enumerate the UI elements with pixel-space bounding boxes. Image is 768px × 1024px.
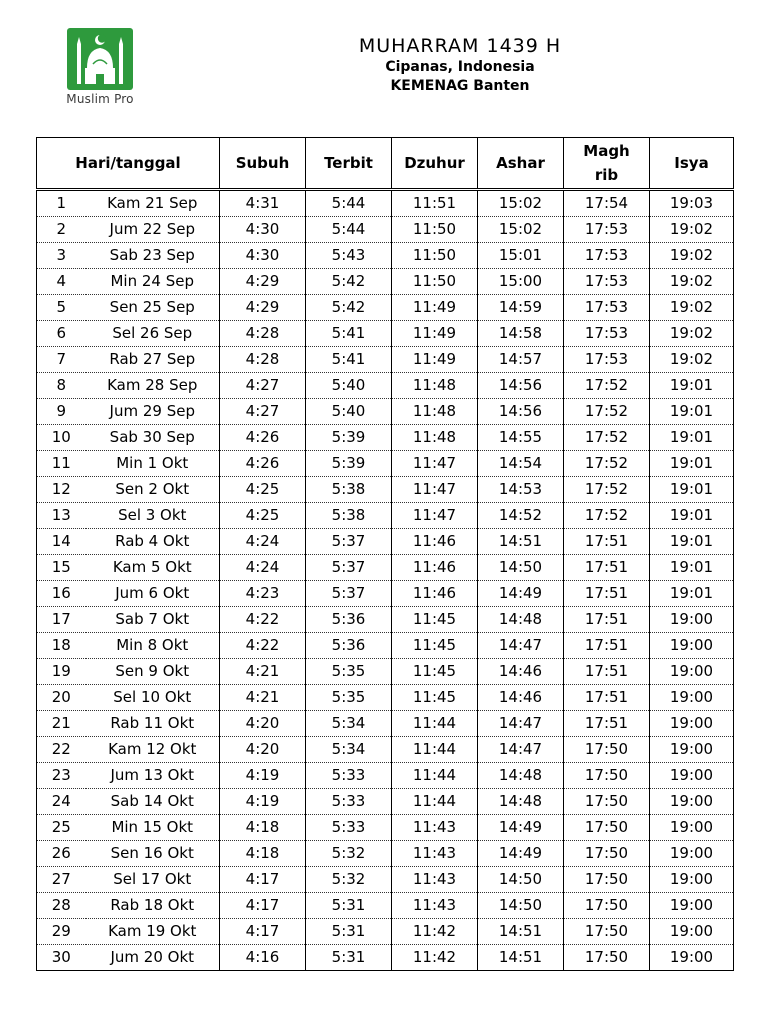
time-cell: 5:36 [306, 633, 392, 659]
time-cell: 14:50 [478, 893, 564, 919]
time-cell: 17:53 [564, 269, 650, 295]
time-cell: 5:39 [306, 451, 392, 477]
time-cell: 19:01 [650, 581, 734, 607]
table-row [37, 945, 734, 971]
time-cell: 19:01 [650, 451, 734, 477]
table-row [37, 711, 734, 737]
time-cell: 14:53 [478, 477, 564, 503]
time-cell: 15:00 [478, 269, 564, 295]
time-cell: 5:33 [306, 815, 392, 841]
time-cell: 11:43 [392, 867, 478, 893]
time-cell: 19:01 [650, 425, 734, 451]
time-cell: 14:56 [478, 373, 564, 399]
table-header-row [37, 138, 734, 190]
time-cell: 4:30 [220, 217, 306, 243]
time-cell: 19:02 [650, 217, 734, 243]
table-row [37, 919, 734, 945]
time-cell: 14:48 [478, 607, 564, 633]
time-cell: 4:24 [220, 555, 306, 581]
time-cell: 14:59 [478, 295, 564, 321]
time-cell: 14:56 [478, 399, 564, 425]
time-cell: 5:42 [306, 295, 392, 321]
date-cell: Sab 30 Sep [86, 425, 220, 451]
time-cell: 11:46 [392, 555, 478, 581]
date-cell: Kam 12 Okt [86, 737, 220, 763]
time-cell: 5:34 [306, 737, 392, 763]
row-number: 21 [37, 711, 86, 737]
date-cell: Sel 26 Sep [86, 321, 220, 347]
time-cell: 4:26 [220, 451, 306, 477]
time-cell: 17:52 [564, 425, 650, 451]
time-cell: 14:50 [478, 867, 564, 893]
table-row [37, 529, 734, 555]
row-number: 14 [37, 529, 86, 555]
time-cell: 11:45 [392, 607, 478, 633]
row-number: 6 [37, 321, 86, 347]
date-cell: Min 1 Okt [86, 451, 220, 477]
time-cell: 4:19 [220, 789, 306, 815]
table-row [37, 373, 734, 399]
time-cell: 5:38 [306, 503, 392, 529]
time-cell: 5:36 [306, 607, 392, 633]
time-cell: 15:02 [478, 190, 564, 217]
time-cell: 19:01 [650, 555, 734, 581]
authority-text: KEMENAG Banten [390, 78, 530, 94]
table-body [37, 190, 734, 971]
time-cell: 17:50 [564, 737, 650, 763]
date-cell: Kam 19 Okt [86, 919, 220, 945]
time-cell: 17:52 [564, 399, 650, 425]
time-cell: 4:27 [220, 399, 306, 425]
time-cell: 5:39 [306, 425, 392, 451]
time-cell: 4:17 [220, 919, 306, 945]
time-cell: 14:48 [478, 763, 564, 789]
date-cell: Rab 11 Okt [86, 711, 220, 737]
logo-text: Muslim Pro [66, 92, 134, 106]
date-cell: Sen 16 Okt [86, 841, 220, 867]
time-cell: 4:21 [220, 659, 306, 685]
date-cell: Min 24 Sep [86, 269, 220, 295]
time-cell: 11:44 [392, 711, 478, 737]
time-cell: 14:49 [478, 841, 564, 867]
time-cell: 5:31 [306, 919, 392, 945]
table-row [37, 295, 734, 321]
row-number: 22 [37, 737, 86, 763]
time-cell: 5:31 [306, 893, 392, 919]
time-cell: 14:49 [478, 815, 564, 841]
table-row [37, 477, 734, 503]
time-cell: 11:47 [392, 451, 478, 477]
time-cell: 4:23 [220, 581, 306, 607]
time-cell: 11:51 [392, 190, 478, 217]
time-cell: 17:53 [564, 347, 650, 373]
date-cell: Sab 14 Okt [86, 789, 220, 815]
time-cell: 19:00 [650, 815, 734, 841]
time-cell: 5:40 [306, 399, 392, 425]
table-row [37, 763, 734, 789]
row-number: 26 [37, 841, 86, 867]
row-number: 12 [37, 477, 86, 503]
table-row [37, 503, 734, 529]
table-row [37, 425, 734, 451]
date-cell: Sel 3 Okt [86, 503, 220, 529]
time-cell: 19:02 [650, 347, 734, 373]
time-cell: 19:00 [650, 711, 734, 737]
table-row [37, 893, 734, 919]
time-cell: 11:49 [392, 295, 478, 321]
time-cell: 11:43 [392, 893, 478, 919]
date-cell: Min 15 Okt [86, 815, 220, 841]
date-cell: Jum 20 Okt [86, 945, 220, 971]
time-cell: 11:48 [392, 399, 478, 425]
time-cell: 17:51 [564, 711, 650, 737]
time-cell: 11:47 [392, 477, 478, 503]
time-cell: 19:01 [650, 399, 734, 425]
date-cell: Sen 25 Sep [86, 295, 220, 321]
time-cell: 17:52 [564, 451, 650, 477]
table-row [37, 190, 734, 217]
column-header: Hari/tanggal [37, 138, 220, 190]
time-cell: 14:51 [478, 945, 564, 971]
time-cell: 4:27 [220, 373, 306, 399]
time-cell: 14:54 [478, 451, 564, 477]
date-cell: Sen 2 Okt [86, 477, 220, 503]
time-cell: 4:28 [220, 321, 306, 347]
row-number: 5 [37, 295, 86, 321]
time-cell: 14:46 [478, 659, 564, 685]
table-row [37, 581, 734, 607]
time-cell: 11:50 [392, 269, 478, 295]
location-text: Cipanas, Indonesia [385, 59, 535, 75]
row-number: 13 [37, 503, 86, 529]
date-cell: Sel 17 Okt [86, 867, 220, 893]
column-header: Dzuhur [392, 138, 478, 190]
time-cell: 17:51 [564, 555, 650, 581]
time-cell: 19:01 [650, 477, 734, 503]
time-cell: 4:30 [220, 243, 306, 269]
time-cell: 4:29 [220, 269, 306, 295]
time-cell: 19:00 [650, 919, 734, 945]
time-cell: 11:48 [392, 425, 478, 451]
row-number: 27 [37, 867, 86, 893]
time-cell: 11:43 [392, 815, 478, 841]
time-cell: 19:00 [650, 763, 734, 789]
time-cell: 19:02 [650, 321, 734, 347]
table-row [37, 815, 734, 841]
table-row [37, 243, 734, 269]
time-cell: 11:45 [392, 659, 478, 685]
row-number: 2 [37, 217, 86, 243]
time-cell: 14:51 [478, 529, 564, 555]
time-cell: 19:00 [650, 737, 734, 763]
row-number: 18 [37, 633, 86, 659]
time-cell: 11:44 [392, 737, 478, 763]
table-row [37, 659, 734, 685]
time-cell: 19:03 [650, 190, 734, 217]
date-cell: Rab 4 Okt [86, 529, 220, 555]
time-cell: 4:18 [220, 815, 306, 841]
time-cell: 17:53 [564, 217, 650, 243]
column-header: Maghrib [564, 138, 650, 190]
date-cell: Kam 5 Okt [86, 555, 220, 581]
time-cell: 5:35 [306, 659, 392, 685]
column-header: Isya [650, 138, 734, 190]
time-cell: 4:22 [220, 633, 306, 659]
time-cell: 17:50 [564, 763, 650, 789]
time-cell: 19:01 [650, 529, 734, 555]
time-cell: 19:00 [650, 685, 734, 711]
time-cell: 14:46 [478, 685, 564, 711]
time-cell: 14:58 [478, 321, 564, 347]
row-number: 17 [37, 607, 86, 633]
time-cell: 19:00 [650, 789, 734, 815]
time-cell: 11:47 [392, 503, 478, 529]
row-number: 10 [37, 425, 86, 451]
page-header [200, 34, 720, 96]
row-number: 30 [37, 945, 86, 971]
time-cell: 17:52 [564, 503, 650, 529]
time-cell: 5:33 [306, 763, 392, 789]
time-cell: 17:50 [564, 945, 650, 971]
time-cell: 11:44 [392, 763, 478, 789]
time-cell: 17:51 [564, 607, 650, 633]
time-cell: 11:44 [392, 789, 478, 815]
time-cell: 17:50 [564, 841, 650, 867]
time-cell: 4:22 [220, 607, 306, 633]
table-row [37, 555, 734, 581]
time-cell: 5:37 [306, 581, 392, 607]
column-header: Subuh [220, 138, 306, 190]
time-cell: 14:47 [478, 737, 564, 763]
time-cell: 11:45 [392, 633, 478, 659]
time-cell: 14:51 [478, 919, 564, 945]
time-cell: 11:50 [392, 217, 478, 243]
table-row [37, 633, 734, 659]
time-cell: 17:51 [564, 529, 650, 555]
time-cell: 5:35 [306, 685, 392, 711]
mosque-icon [67, 28, 133, 90]
time-cell: 4:24 [220, 529, 306, 555]
time-cell: 4:19 [220, 763, 306, 789]
time-cell: 14:50 [478, 555, 564, 581]
time-cell: 4:31 [220, 190, 306, 217]
page-title: MUHARRAM 1439 H [358, 35, 562, 57]
date-cell: Kam 28 Sep [86, 373, 220, 399]
time-cell: 14:52 [478, 503, 564, 529]
time-cell: 17:50 [564, 893, 650, 919]
time-cell: 19:00 [650, 659, 734, 685]
time-cell: 5:42 [306, 269, 392, 295]
time-cell: 11:42 [392, 945, 478, 971]
row-number: 16 [37, 581, 86, 607]
row-number: 23 [37, 763, 86, 789]
table-row [37, 685, 734, 711]
time-cell: 19:02 [650, 243, 734, 269]
time-cell: 17:53 [564, 321, 650, 347]
time-cell: 19:00 [650, 841, 734, 867]
date-cell: Jum 29 Sep [86, 399, 220, 425]
time-cell: 5:37 [306, 529, 392, 555]
time-cell: 15:02 [478, 217, 564, 243]
row-number: 7 [37, 347, 86, 373]
time-cell: 19:00 [650, 945, 734, 971]
row-number: 28 [37, 893, 86, 919]
time-cell: 14:49 [478, 581, 564, 607]
prayer-schedule-table [36, 137, 734, 971]
time-cell: 17:51 [564, 685, 650, 711]
time-cell: 17:51 [564, 581, 650, 607]
date-cell: Min 8 Okt [86, 633, 220, 659]
time-cell: 4:16 [220, 945, 306, 971]
time-cell: 4:17 [220, 893, 306, 919]
time-cell: 19:00 [650, 607, 734, 633]
row-number: 15 [37, 555, 86, 581]
time-cell: 17:52 [564, 477, 650, 503]
time-cell: 14:57 [478, 347, 564, 373]
row-number: 9 [37, 399, 86, 425]
time-cell: 11:49 [392, 321, 478, 347]
time-cell: 5:31 [306, 945, 392, 971]
date-cell: Jum 13 Okt [86, 763, 220, 789]
time-cell: 17:51 [564, 659, 650, 685]
time-cell: 4:18 [220, 841, 306, 867]
time-cell: 14:48 [478, 789, 564, 815]
time-cell: 14:47 [478, 711, 564, 737]
time-cell: 11:49 [392, 347, 478, 373]
time-cell: 4:25 [220, 503, 306, 529]
row-number: 29 [37, 919, 86, 945]
time-cell: 17:50 [564, 815, 650, 841]
date-cell: Kam 21 Sep [86, 190, 220, 217]
date-cell: Jum 6 Okt [86, 581, 220, 607]
time-cell: 5:40 [306, 373, 392, 399]
time-cell: 5:44 [306, 190, 392, 217]
time-cell: 14:47 [478, 633, 564, 659]
date-cell: Sab 7 Okt [86, 607, 220, 633]
time-cell: 5:32 [306, 867, 392, 893]
row-number: 8 [37, 373, 86, 399]
row-number: 19 [37, 659, 86, 685]
time-cell: 4:29 [220, 295, 306, 321]
time-cell: 4:21 [220, 685, 306, 711]
time-cell: 11:46 [392, 529, 478, 555]
date-cell: Sen 9 Okt [86, 659, 220, 685]
time-cell: 19:02 [650, 269, 734, 295]
time-cell: 19:02 [650, 295, 734, 321]
time-cell: 19:00 [650, 867, 734, 893]
time-cell: 14:55 [478, 425, 564, 451]
column-header: Terbit [306, 138, 392, 190]
time-cell: 17:51 [564, 633, 650, 659]
time-cell: 5:33 [306, 789, 392, 815]
table-row [37, 607, 734, 633]
table-row [37, 867, 734, 893]
row-number: 25 [37, 815, 86, 841]
time-cell: 11:45 [392, 685, 478, 711]
table-row [37, 321, 734, 347]
time-cell: 11:43 [392, 841, 478, 867]
row-number: 3 [37, 243, 86, 269]
row-number: 24 [37, 789, 86, 815]
row-number: 11 [37, 451, 86, 477]
time-cell: 11:46 [392, 581, 478, 607]
time-cell: 17:50 [564, 919, 650, 945]
time-cell: 5:43 [306, 243, 392, 269]
time-cell: 17:53 [564, 243, 650, 269]
time-cell: 19:00 [650, 893, 734, 919]
table-row [37, 737, 734, 763]
time-cell: 19:01 [650, 373, 734, 399]
time-cell: 5:32 [306, 841, 392, 867]
time-cell: 11:42 [392, 919, 478, 945]
time-cell: 4:25 [220, 477, 306, 503]
table-row [37, 841, 734, 867]
time-cell: 17:50 [564, 867, 650, 893]
time-cell: 17:53 [564, 295, 650, 321]
table-row [37, 399, 734, 425]
column-header: Ashar [478, 138, 564, 190]
time-cell: 17:52 [564, 373, 650, 399]
time-cell: 19:00 [650, 633, 734, 659]
date-cell: Sel 10 Okt [86, 685, 220, 711]
date-cell: Rab 27 Sep [86, 347, 220, 373]
time-cell: 4:28 [220, 347, 306, 373]
time-cell: 4:17 [220, 867, 306, 893]
time-cell: 17:50 [564, 789, 650, 815]
time-cell: 11:50 [392, 243, 478, 269]
time-cell: 5:38 [306, 477, 392, 503]
row-number: 1 [37, 190, 86, 217]
time-cell: 19:01 [650, 503, 734, 529]
row-number: 4 [37, 269, 86, 295]
row-number: 20 [37, 685, 86, 711]
table-row [37, 789, 734, 815]
time-cell: 4:20 [220, 737, 306, 763]
table-row [37, 269, 734, 295]
time-cell: 5:44 [306, 217, 392, 243]
time-cell: 11:48 [392, 373, 478, 399]
time-cell: 5:34 [306, 711, 392, 737]
time-cell: 15:01 [478, 243, 564, 269]
table-row [37, 451, 734, 477]
date-cell: Jum 22 Sep [86, 217, 220, 243]
time-cell: 5:41 [306, 347, 392, 373]
time-cell: 4:26 [220, 425, 306, 451]
time-cell: 5:41 [306, 321, 392, 347]
date-cell: Rab 18 Okt [86, 893, 220, 919]
muslim-pro-logo [57, 28, 143, 106]
table-row [37, 217, 734, 243]
date-cell: Sab 23 Sep [86, 243, 220, 269]
time-cell: 4:20 [220, 711, 306, 737]
time-cell: 17:54 [564, 190, 650, 217]
table-row [37, 347, 734, 373]
time-cell: 5:37 [306, 555, 392, 581]
